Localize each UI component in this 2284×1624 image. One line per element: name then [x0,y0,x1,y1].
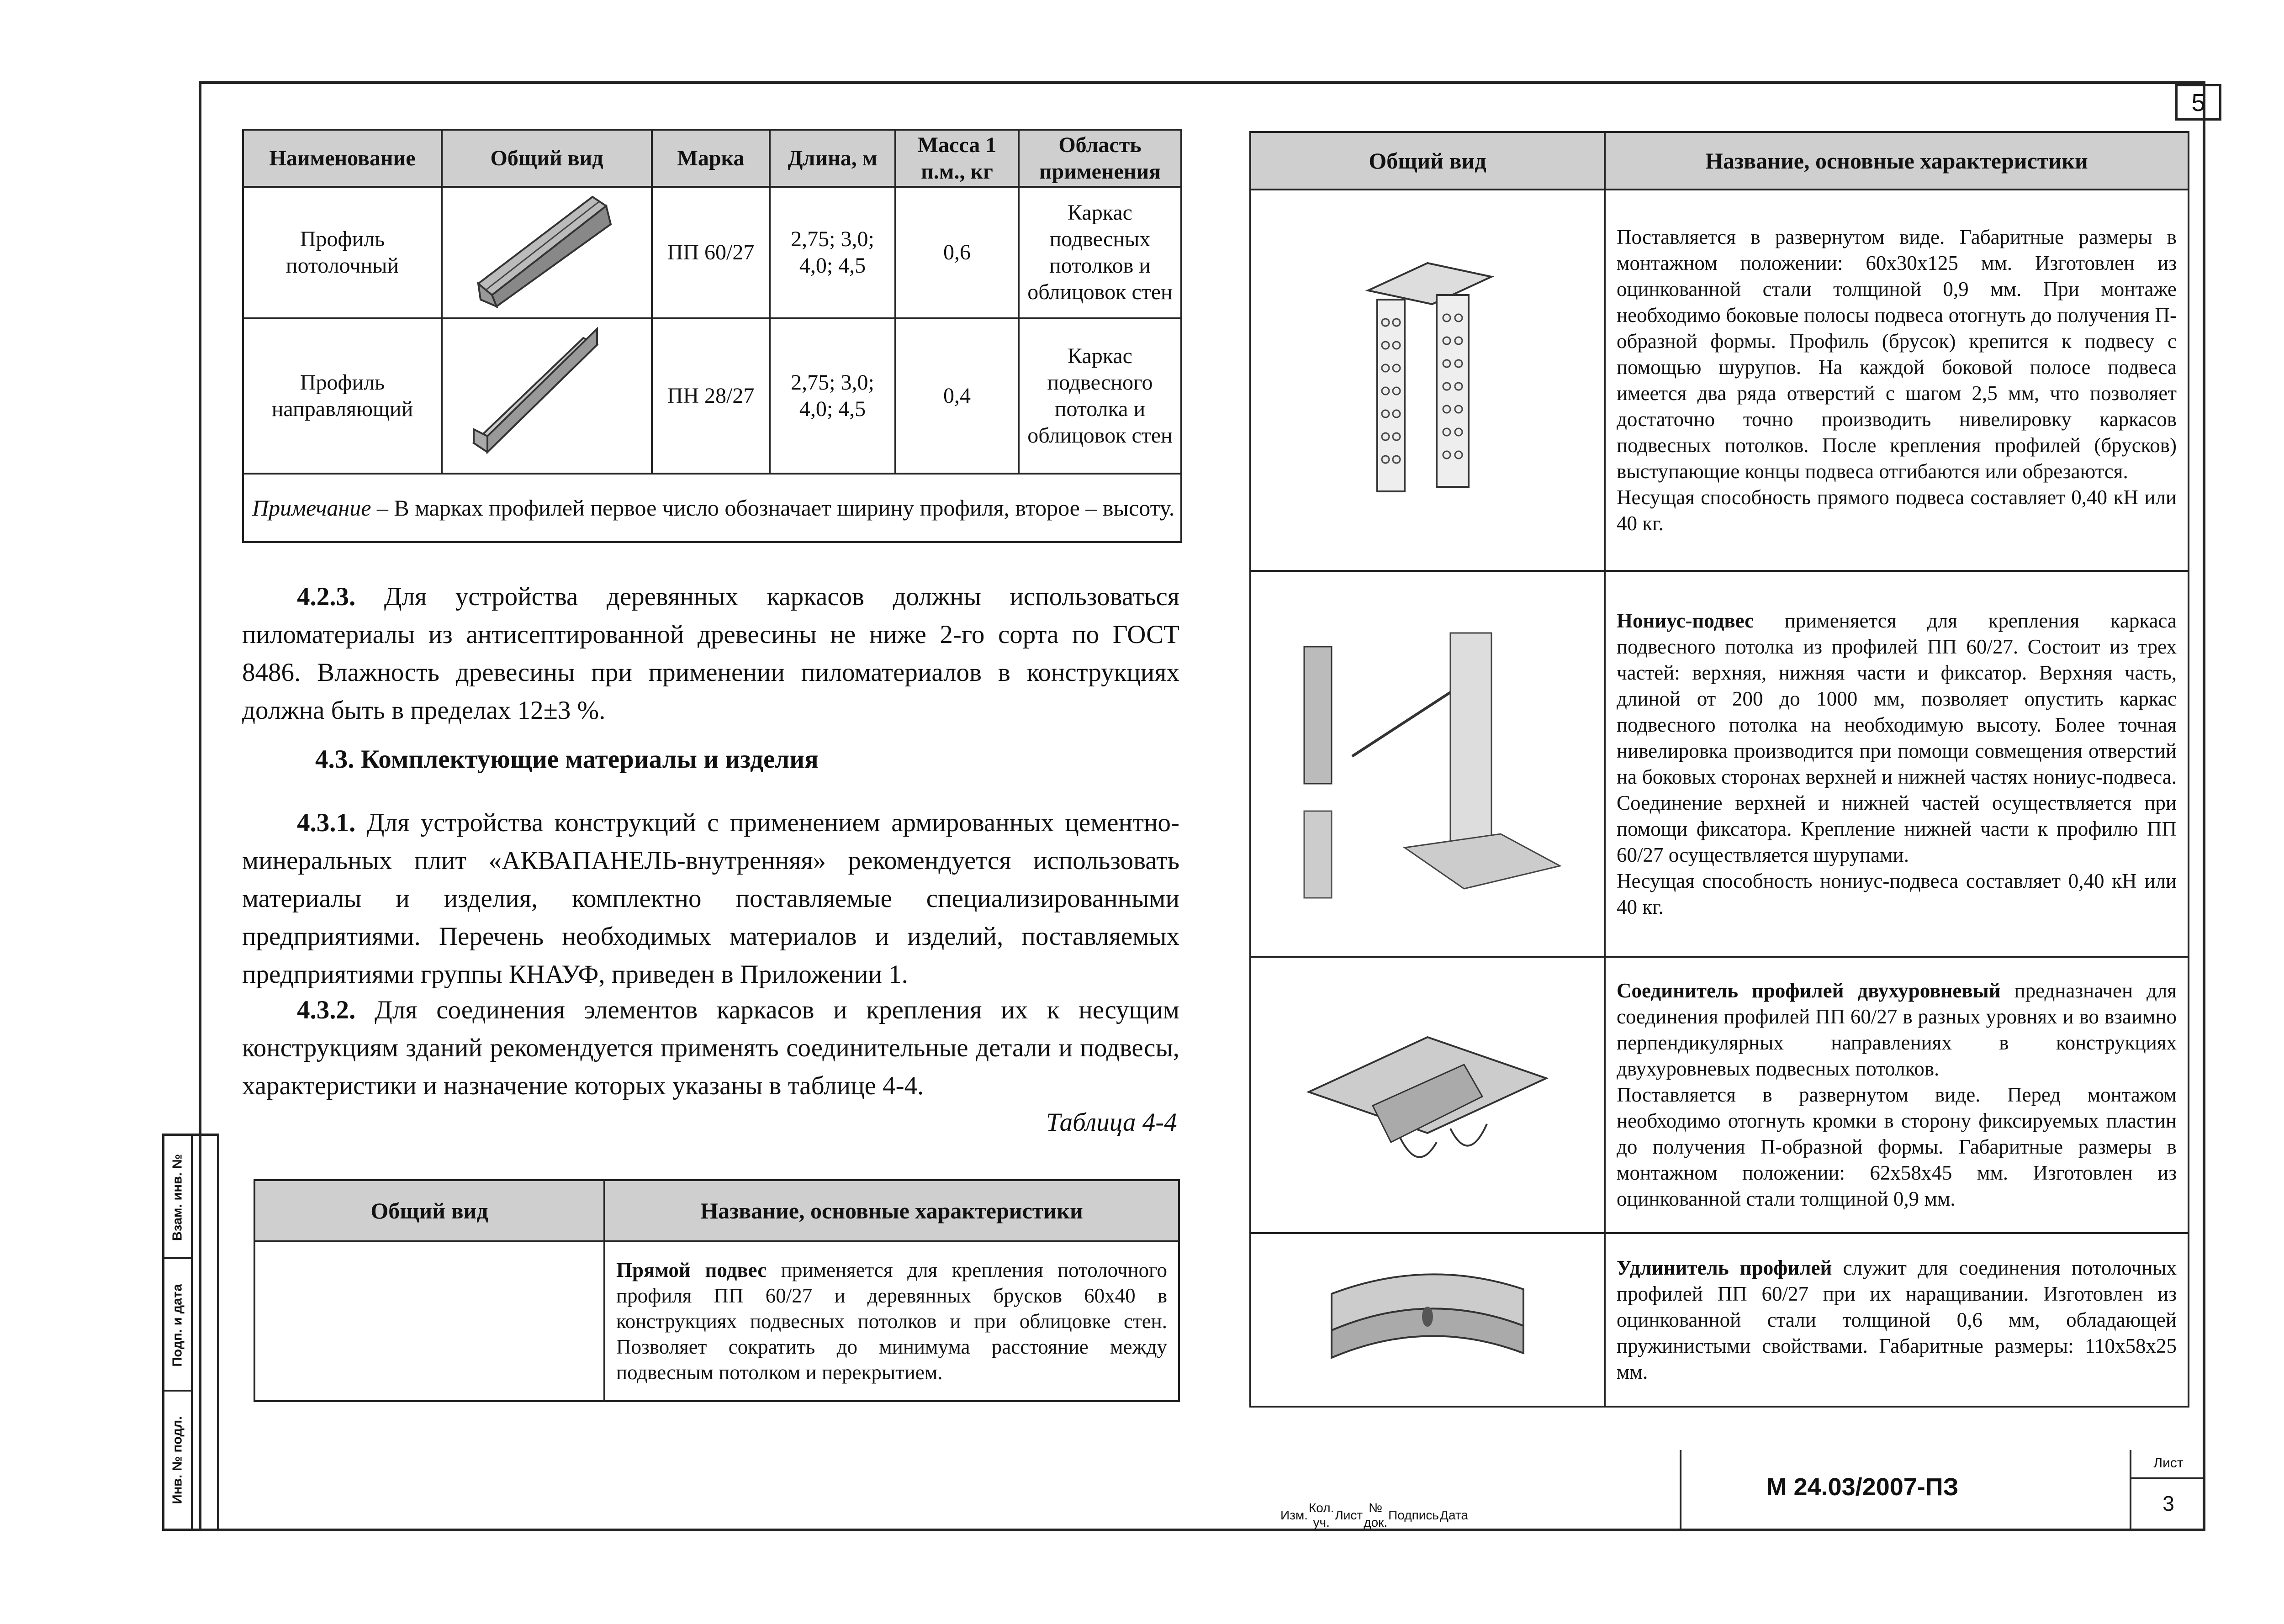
profile-length: 2,75; 3,0; 4,0; 4,5 [770,318,895,474]
profile-mass: 0,6 [895,187,1019,318]
empty-image-cell [254,1241,604,1401]
title-block-label: Подпись [1388,1508,1439,1522]
note-text: – В марках профилей первое число обозначает ширину профиля, второе – высоту. [371,495,1175,521]
table-row [1250,190,2189,571]
stamp-replace-inv: Взам. инв. № [170,1154,185,1241]
profile-name: Профиль потолочный [243,187,442,318]
ceiling-profile-image [442,187,652,318]
profiles-table [242,129,1182,543]
table-row [243,187,1181,318]
col-header: Область применения [1019,130,1181,187]
table-row [1250,571,2189,957]
col-header: Наименование [243,130,442,187]
col-header: Общий вид [254,1180,604,1241]
connectors-table-part1 [254,1179,1180,1402]
guide-profile-icon [460,320,634,466]
table-row [1250,1233,2189,1407]
table-row [243,318,1181,474]
note-label: Примечание [252,495,371,521]
item-description: Соединитель профилей двухуровневый предназначен для соединения профилей ПП 60/27 в разных уровнях и во взаимно перпендикулярных направлениях в конструкциях двухуровневых подвесных потолков. Поставляется в развернутом виде. Перед монтажом необходимо отогнуть кромки в сторону фиксируемых пластин до получения П-образной формы. Габаритные размеры в монтажном положении: 62x58x45 мм. Изготовлен из оцинкованной стали толщиной 0,9 мм. [1605,957,2189,1233]
col-header: Название, основные характеристики [604,1180,1179,1241]
profile-area: Каркас подвесных потолков и облицовок стен [1019,187,1181,318]
title-block-label: Кол. уч. [1309,1501,1334,1529]
profile-length: 2,75; 3,0; 4,0; 4,5 [770,187,895,318]
vernier-hanger-image [1250,571,1605,957]
paragraph-4-2-3: 4.2.3. Для устройства деревянных каркасов должны использоваться пиломатериалы из антисептированной древесины не ниже 2-го сорта по ГОСТ 8486. Влажность древесины при применении пиломатериалов в конструкциях должна быть в пределах 12±3 %. [242,582,1179,725]
profile-mass: 0,4 [895,318,1019,474]
table-row [1250,957,2189,1233]
direct-hanger-image [1250,190,1605,571]
title-block-label: Дата [1439,1508,1468,1522]
sheet-value: 3 [2162,1492,2174,1515]
direct-hanger-icon [1359,258,1496,496]
profile-extender-image [1250,1233,1605,1407]
vernier-hanger-icon [1286,619,1569,902]
title-block-label: Лист [1335,1508,1363,1522]
col-header: Название, основные характеристики [1605,132,2189,190]
col-header: Марка [652,130,770,187]
profile-mark: ПП 60/27 [652,187,770,318]
title-block-label: № док. [1364,1501,1388,1529]
profile-extender-icon [1322,1262,1533,1371]
table-row [254,1241,1179,1401]
left-stamp-strip [162,1134,219,1531]
ceiling-profile-icon [460,188,634,311]
sheet-label: Лист [2153,1455,2184,1471]
stamp-sign-date: Подп. и дата [170,1284,185,1367]
two-level-connector-icon [1300,1010,1555,1174]
two-level-connector-image [1250,957,1605,1233]
col-header: Общий вид [1250,132,1605,190]
col-header: Длина, м [770,130,895,187]
col-header: Масса 1 п.м., кг [895,130,1019,187]
sheet-number-box: 5 [2175,84,2221,121]
profile-mark: ПН 28/27 [652,318,770,474]
table-caption: Таблица 4-4 [1046,1108,1177,1137]
item-description: Удлинитель профилей служит для соединения потолочных профилей ПП 60/27 при их наращивании. Изготовлен из оцинкованной стали толщиной 0,6 мм, обладающей пружинистыми свойствами. Габаритные размеры: 110x58x25 мм. [1605,1233,2189,1407]
document-code: М 24.03/2007-ПЗ [1766,1473,1959,1501]
guide-profile-image [442,318,652,474]
profile-area: Каркас подвесного потолка и облицовок стен [1019,318,1181,474]
item-description: Прямой подвес применяется для крепления потолочного профиля ПП 60/27 и деревянных брусков 60x40 в конструкциях подвесных потолков и при облицовке стен. Позволяет сократить до минимума расстояние между подвесным потолком и перекрытием. [604,1241,1179,1401]
paragraph-4-3-1: 4.3.1. Для устройства конструкций с применением армированных цементно-минеральных плит «АКВАПАНЕЛЬ-внутренняя» рекомендуется использовать материалы и изделия, комплектно поставляемые специализированными предприятиями. Перечень необходимых материалов и изделий, поставляемых предприятиями группы КНАУФ, приведен в Приложении 1. [242,808,1180,989]
col-header: Общий вид [442,130,652,187]
table-note [243,474,1181,542]
title-block-label: Изм. [1280,1508,1308,1522]
item-description: Поставляется в развернутом виде. Габаритные размеры в монтажном положении: 60x30x125 мм. Изготовлен из оцинкованной стали толщиной 0,9 мм. При монтаже необходимо боковые полосы подвеса отогнуть до получения П-образной формы. Профиль (брусок) крепится к подвесу с помощью шурупов. На каждой боковой полосе подвеса имеется два ряда отверстий с шагом 2,5 мм, что позволяет достаточно точно производить нивелировку каркасов подвесных потолков. После крепления профилей (брусков) выступающие концы подвеса отгибаются или обрезаются. Несущая способность прямого подвеса составляет 0,40 кН или 40 кг. [1605,190,2189,571]
item-description: Нониус-подвес применяется для крепления каркаса подвесного потолка из профилей ПП 60/27. Состоит из трех частей: верхняя, нижняя части и фиксатор. Верхняя часть, длиной от 200 до 1000 мм, позволяет опустить каркас подвесного потолка на необходимую высоту. Более точная нивелировка производится при помощи совмещения отверстий на боковых сторонах верхней и нижней частях нониус-подвеса. Соединение верхней и нижней частей осуществляется при помощи фиксатора. Крепление нижней части к профилю ПП 60/27 осуществляется шурупами. Несущая способность нониус-подвеса составляет 0,40 кН или 40 кг. [1605,571,2189,957]
profile-name: Профиль направляющий [243,318,442,474]
paragraph-4-3-2: 4.3.2. Для соединения элементов каркасов и крепления их к несущим конструкциям зданий рекомендуется применять соединительные детали и подвесы, характеристики и назначение которых указаны в таблице 4-4. [242,996,1180,1100]
connectors-table-part2 [1249,131,2189,1408]
section-heading-4-3: 4.3. Комплектующие материалы и изделия [315,745,819,774]
stamp-inv-orig: Инв. № подл. [170,1416,185,1504]
